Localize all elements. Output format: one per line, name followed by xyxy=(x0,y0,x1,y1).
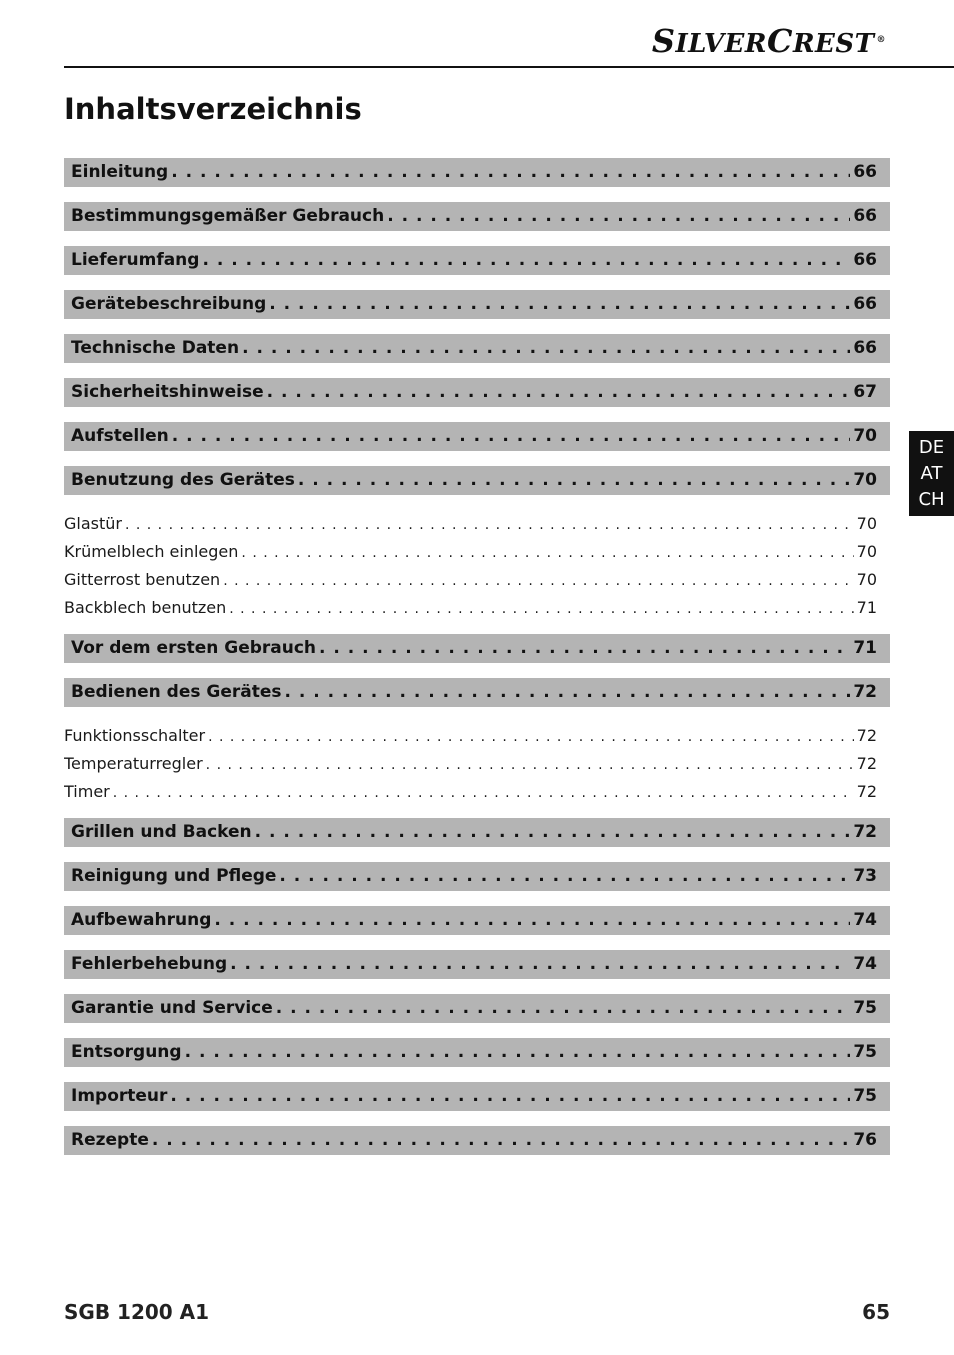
toc-entry-page: 75 xyxy=(853,998,877,1018)
language-tab xyxy=(909,431,954,516)
toc-leader-dots xyxy=(276,994,851,1023)
toc-entry-page: 72 xyxy=(853,822,877,842)
toc-entry-label: Krümelblech einlegen xyxy=(64,542,239,561)
toc-entry-label: Technische Daten xyxy=(71,338,240,358)
toc-entry-label: Gitterrost benutzen xyxy=(64,570,221,589)
toc-entry-label: Funktionsschalter xyxy=(64,726,206,745)
toc-section-entry[interactable] xyxy=(64,994,890,1023)
toc-leader-dots xyxy=(223,567,853,594)
toc-entry-label: Bestimmungsgemäßer Gebrauch xyxy=(71,206,385,226)
toc-leader-dots xyxy=(202,246,850,275)
toc-entry-page: 67 xyxy=(853,382,877,402)
toc-leader-dots xyxy=(230,950,850,979)
toc-entry-page: 74 xyxy=(853,910,877,930)
toc-entry-label: Einleitung xyxy=(71,162,169,182)
toc-leader-dots xyxy=(171,158,850,187)
toc-section-entry[interactable] xyxy=(64,906,890,935)
toc-entry-page: 70 xyxy=(853,426,877,446)
toc-section-entry[interactable] xyxy=(64,1126,890,1155)
toc-entry-page: 66 xyxy=(853,250,877,270)
toc-entry-page: 75 xyxy=(853,1042,877,1062)
toc-leader-dots xyxy=(269,290,850,319)
toc-entry-label: Backblech benutzen xyxy=(64,598,227,617)
toc-section-entry[interactable] xyxy=(64,466,890,495)
toc-subsection-entry[interactable] xyxy=(64,566,890,594)
toc-leader-dots xyxy=(170,1082,850,1111)
toc-leader-dots xyxy=(242,334,850,363)
toc-entry-page: 75 xyxy=(853,1086,877,1106)
toc-section-entry[interactable] xyxy=(64,1038,890,1067)
toc-leader-dots xyxy=(113,779,854,806)
toc-subsection-entry[interactable] xyxy=(64,722,890,750)
toc-leader-dots xyxy=(229,595,853,622)
toc-section-entry[interactable] xyxy=(64,202,890,231)
toc-subsection-entry[interactable] xyxy=(64,594,890,622)
toc-leader-dots xyxy=(387,202,850,231)
toc-entry-page: 71 xyxy=(856,598,877,617)
toc-entry-page: 72 xyxy=(856,726,877,745)
toc-entry-page: 70 xyxy=(853,470,877,490)
language-de: DE xyxy=(918,436,945,458)
toc-leader-dots xyxy=(152,1126,850,1155)
toc-leader-dots xyxy=(255,818,851,847)
toc-entry-label: Lieferumfang xyxy=(71,250,200,270)
toc-section-entry[interactable] xyxy=(64,862,890,891)
toc-leader-dots xyxy=(285,678,851,707)
toc-subsection-entry[interactable] xyxy=(64,750,890,778)
toc-entry-label: Grillen und Backen xyxy=(71,822,252,842)
toc-leader-dots xyxy=(125,511,854,538)
toc-section-entry[interactable] xyxy=(64,950,890,979)
toc-entry-label: Aufbewahrung xyxy=(71,910,212,930)
toc-entry-label: Benutzung des Gerätes xyxy=(71,470,295,490)
toc-leader-dots xyxy=(267,378,851,407)
toc-entry-page: 74 xyxy=(853,954,877,974)
footer-page-number: 65 xyxy=(862,1300,890,1324)
toc-leader-dots xyxy=(319,634,850,663)
toc-leader-dots xyxy=(298,466,850,495)
language-ch: CH xyxy=(918,488,945,510)
toc-entry-page: 73 xyxy=(853,866,877,886)
footer-model: SGB 1200 A1 xyxy=(64,1300,210,1324)
toc-entry-label: Entsorgung xyxy=(71,1042,182,1062)
toc-section-entry[interactable] xyxy=(64,334,890,363)
toc-entry-label: Fehlerbehebung xyxy=(71,954,228,974)
toc-entry-page: 72 xyxy=(856,782,877,801)
toc-section-entry[interactable] xyxy=(64,378,890,407)
toc-leader-dots xyxy=(208,723,854,750)
toc-entry-page: 71 xyxy=(853,638,877,658)
toc-entry-page: 66 xyxy=(853,294,877,314)
toc-leader-dots xyxy=(241,539,853,566)
toc-leader-dots xyxy=(185,1038,851,1067)
toc-entry-label: Glastür xyxy=(64,514,122,533)
toc-entry-label: Sicherheitshinweise xyxy=(71,382,264,402)
toc-entry-page: 76 xyxy=(853,1130,877,1150)
toc-section-entry[interactable] xyxy=(64,246,890,275)
toc-section-entry[interactable] xyxy=(64,158,890,187)
language-at: AT xyxy=(920,462,943,484)
toc-entry-label: Garantie und Service xyxy=(71,998,273,1018)
toc-entry-label: Vor dem ersten Gebrauch xyxy=(71,638,317,658)
toc-entry-page: 70 xyxy=(856,514,877,533)
toc-entry-label: Timer xyxy=(64,782,110,801)
toc-entry-page: 72 xyxy=(853,682,877,702)
toc-entry-page: 72 xyxy=(856,754,877,773)
toc-entry-label: Importeur xyxy=(71,1086,168,1106)
toc-entry-page: 70 xyxy=(856,542,877,561)
toc-section-entry[interactable] xyxy=(64,678,890,707)
toc-entry-page: 66 xyxy=(853,206,877,226)
toc-entry-label: Aufstellen xyxy=(71,426,169,446)
table-of-contents xyxy=(64,158,890,1170)
toc-subsection-entry[interactable] xyxy=(64,510,890,538)
toc-leader-dots xyxy=(172,422,851,451)
toc-entry-label: Rezepte xyxy=(71,1130,149,1150)
toc-leader-dots xyxy=(214,906,850,935)
header-rule xyxy=(64,66,954,68)
toc-entry-label: Temperaturregler xyxy=(64,754,203,773)
toc-section-entry[interactable] xyxy=(64,1082,890,1111)
toc-entry-page: 66 xyxy=(853,162,877,182)
brand-logo: SILVERCREST ® xyxy=(651,22,886,60)
toc-subsection-entry[interactable] xyxy=(64,778,890,806)
toc-subsection-entry[interactable] xyxy=(64,538,890,566)
toc-section-entry[interactable] xyxy=(64,422,890,451)
toc-section-entry[interactable] xyxy=(64,818,890,847)
toc-leader-dots xyxy=(206,751,854,778)
toc-section-entry[interactable] xyxy=(64,290,890,319)
page-title: Inhaltsverzeichnis xyxy=(64,92,362,126)
toc-entry-label: Reinigung und Pflege xyxy=(71,866,277,886)
toc-leader-dots xyxy=(279,862,850,891)
toc-entry-label: Gerätebeschreibung xyxy=(71,294,267,314)
toc-entry-label: Bedienen des Gerätes xyxy=(71,682,282,702)
toc-entry-page: 70 xyxy=(856,570,877,589)
toc-entry-page: 66 xyxy=(853,338,877,358)
toc-section-entry[interactable] xyxy=(64,634,890,663)
